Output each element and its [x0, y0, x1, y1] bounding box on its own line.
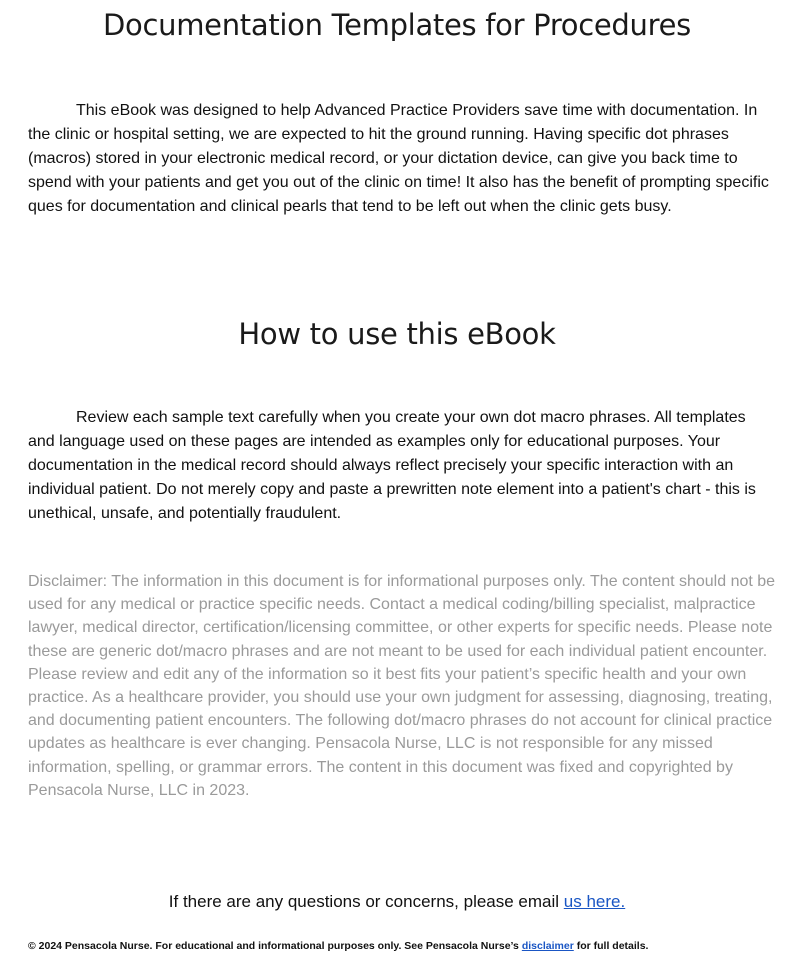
disclaimer-paragraph: Disclaimer: The information in this document is for informational purposes only. The content should not be used for any medical or practice specific needs. Contact a medical coding/billing specialist, malpractice lawyer, medical director, certification/licensing committee, or other experts for specific needs. Please note these are generic dot/macro phrases and are not meant to be used for each individual patient encounter. Please review and edit any of the information so it best fits your patient’s specific health and your own practice. As a healthcare provider, you should use your own judgment for assessing, diagnosing, treating, and documenting patient encounters. The following dot/macro phrases do not account for clinical practice updates as healthcare is ever changing. Pensacola Nurse, LLC is not responsible for any missed information, spelling, or grammar errors. The content in this document was fixed and copyrighted by Pensacola Nurse, LLC in 2023.	[28, 573, 776, 799]
usage-paragraph: Review each sample text carefully when you create your own dot macro phrases. All templates and language used on these pages are intended as examples only for educational purposes. Your documentation in the medical record should always reflect precisely your specific interaction with an individual patient. Do not merely copy and paste a prewritten note element into a patient's chart - this is unethical, unsafe, and potentially fraudulent.	[28, 409, 756, 522]
footer	[28, 940, 776, 952]
email-us-link[interactable]: us here.	[563, 892, 626, 911]
contact-text: If there are any questions or concerns, please email	[168, 892, 564, 911]
section-title: How to use this eBook	[238, 317, 556, 351]
contact-line	[0, 892, 794, 912]
intro-paragraph: This eBook was designed to help Advanced Practice Providers save time with documentation. In the clinic or hospital setting, we are expected to hit the ground running. Having specific dot phrases (macros) stored in your electronic medical record, or your dictation device, can give you back time to spend with your patients and get you out of the clinic on time! It also has the benefit of prompting specific ques for documentation and clinical pearls that tend to be left out when the clinic gets busy.	[28, 102, 769, 215]
footer-suffix-text: for full details.	[573, 940, 649, 952]
page-title: Documentation Templates for Procedures	[103, 8, 691, 42]
disclaimer-link[interactable]: disclaimer	[521, 940, 574, 952]
footer-copyright-text: © 2024 Pensacola Nurse. For educational and informational purposes only. See Pensacola Nurse’s	[28, 940, 522, 952]
